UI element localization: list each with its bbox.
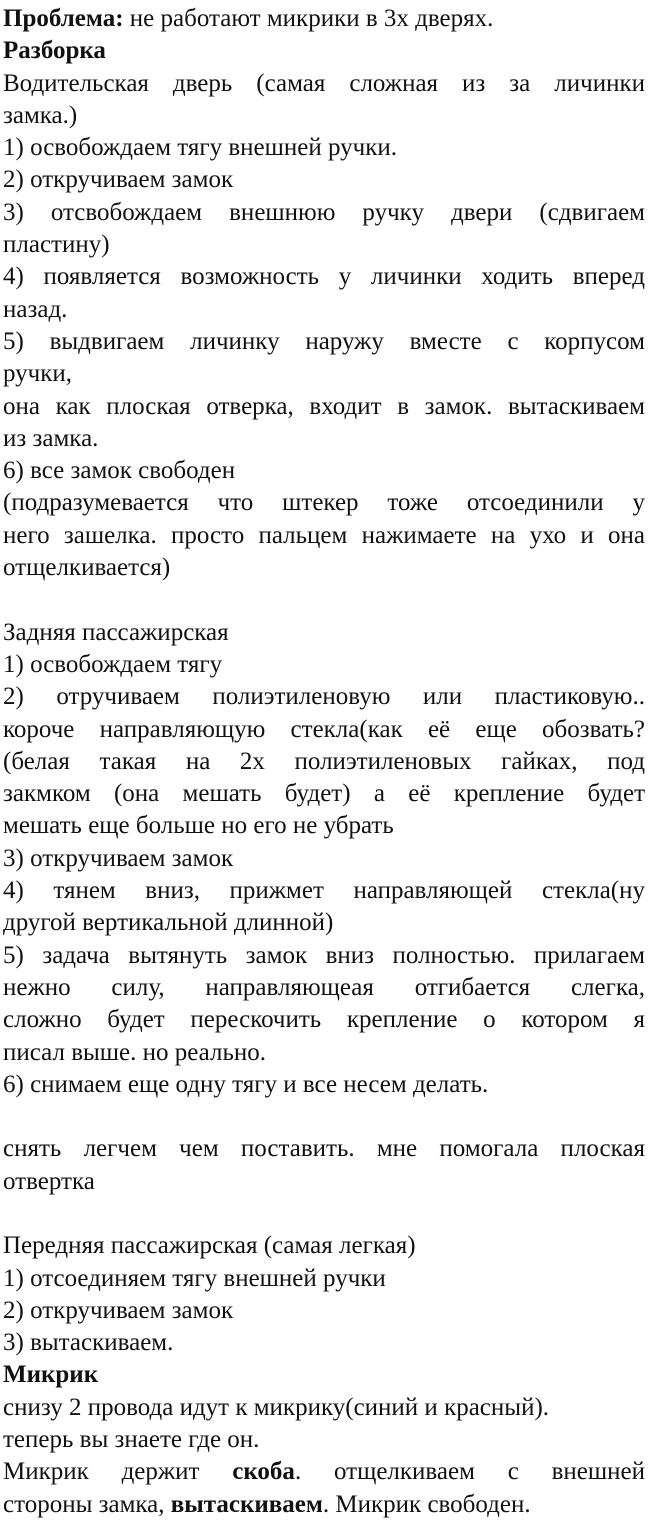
- text-run: стороны замка,: [3, 1490, 171, 1518]
- microswitch-last-line-2: [3, 1489, 645, 1521]
- rear-passenger-line: 4) тянем вниз, прижмет направляющей стекла(ну: [3, 877, 645, 905]
- rear-passenger-line: 1) освобождаем тягу: [3, 650, 223, 678]
- driver-door-line: 6) все замок свободен: [3, 457, 236, 485]
- rear-passenger-line: другой вертикальной длинной): [3, 909, 334, 937]
- text-run: . отщелкиваем с внешней: [294, 1458, 645, 1486]
- blank-line: [3, 1101, 645, 1133]
- note-line: снять легчем чем поставить. мне помогала плоская: [3, 1135, 645, 1163]
- driver-door-line: ручки,: [3, 360, 73, 388]
- rear-passenger-line: мешать еще больше но его не убрать: [3, 812, 394, 840]
- microswitch-last-line-1: [3, 1456, 645, 1488]
- bold-text-run: вытаскиваем: [170, 1490, 323, 1518]
- text-run: Микрик держит: [3, 1458, 233, 1486]
- rear-passenger-line: писал выше. но реально.: [3, 1038, 267, 1066]
- front-passenger-line: 2) откручиваем замок: [3, 1296, 234, 1324]
- driver-door-line: него зашелка. просто пальцем нажимаете на ухо и она: [3, 521, 645, 549]
- blank-line: [3, 584, 645, 616]
- driver-door-line: она как плоская отверка, входит в замок. вытаскиваем: [3, 392, 645, 420]
- rear-passenger-line: 2) отручиваем полиэтиленовую или пластиковую..: [3, 683, 645, 711]
- driver-door-line: 3) отсвобождаем внешнюю ручку двери (сдвигаем: [3, 198, 645, 226]
- rear-passenger-line: закмком (она мешать будет) а её крепление будет: [3, 780, 645, 808]
- rear-passenger-line: 5) задача вытянуть замок вниз полностью. прилагаем: [3, 941, 645, 969]
- rear-passenger-line: нежно силу, направляющеая отгибается слегка,: [3, 973, 645, 1001]
- driver-door-line: (подразумевается что штекер тоже отсоединили у: [3, 489, 645, 517]
- disassembly-heading-text: Разборка: [3, 37, 106, 65]
- disassembly-heading: [3, 35, 645, 67]
- rear-passenger-line: 6) снимаем еще одну тягу и все несем делать.: [3, 1070, 489, 1098]
- rear-passenger-line: Задняя пассажирская: [3, 618, 229, 646]
- microswitch-line: снизу 2 провода идут к микрику(синий и красный).: [3, 1393, 550, 1421]
- driver-door-line: 5) выдвигаем личинку наружу вместе с корпусом: [3, 327, 645, 355]
- driver-door-line: замка.): [3, 101, 78, 129]
- driver-door-line: пластину): [3, 231, 110, 259]
- problem-label: Проблема:: [3, 5, 124, 32]
- problem-text: не работают микрики в 3х дверях.: [123, 5, 494, 32]
- bold-text-run: скоба: [232, 1458, 295, 1486]
- note-line: отвертка: [3, 1167, 95, 1195]
- problem-line: [3, 3, 645, 35]
- front-passenger-line: 1) отсоединяем тягу внешней ручки: [3, 1264, 386, 1292]
- driver-door-line: 4) появляется возможность у личинки ходить вперед: [3, 263, 645, 291]
- front-passenger-line: Передняя пассажирская (самая легкая): [3, 1232, 416, 1260]
- front-passenger-line: 3) вытаскиваем.: [3, 1329, 174, 1357]
- rear-passenger-line: короче направляющую стекла(как её еще обозвать?: [3, 715, 645, 743]
- rear-passenger-line: (белая такая на 2х полиэтиленовых гайках, под: [3, 747, 645, 775]
- microswitch-line: теперь вы знаете где он.: [3, 1426, 260, 1454]
- driver-door-line: 1) освобождаем тягу внешней ручки.: [3, 134, 398, 162]
- blank-line: [3, 1198, 645, 1230]
- driver-door-line: отщелкивается): [3, 554, 171, 582]
- rear-passenger-line: сложно будет перескочить крепление о котором я: [3, 1006, 645, 1034]
- text-run: . Микрик свободен.: [322, 1490, 531, 1518]
- driver-door-line: из замка.: [3, 424, 99, 452]
- driver-door-line: назад.: [3, 295, 68, 323]
- driver-door-line: Водительская дверь (самая сложная из за личинки: [3, 69, 645, 97]
- microswitch-heading-text: Микрик: [3, 1361, 99, 1389]
- microswitch-heading: [3, 1359, 645, 1391]
- rear-passenger-line: 3) откручиваем замок: [3, 844, 234, 872]
- driver-door-line: 2) откручиваем замок: [3, 166, 234, 194]
